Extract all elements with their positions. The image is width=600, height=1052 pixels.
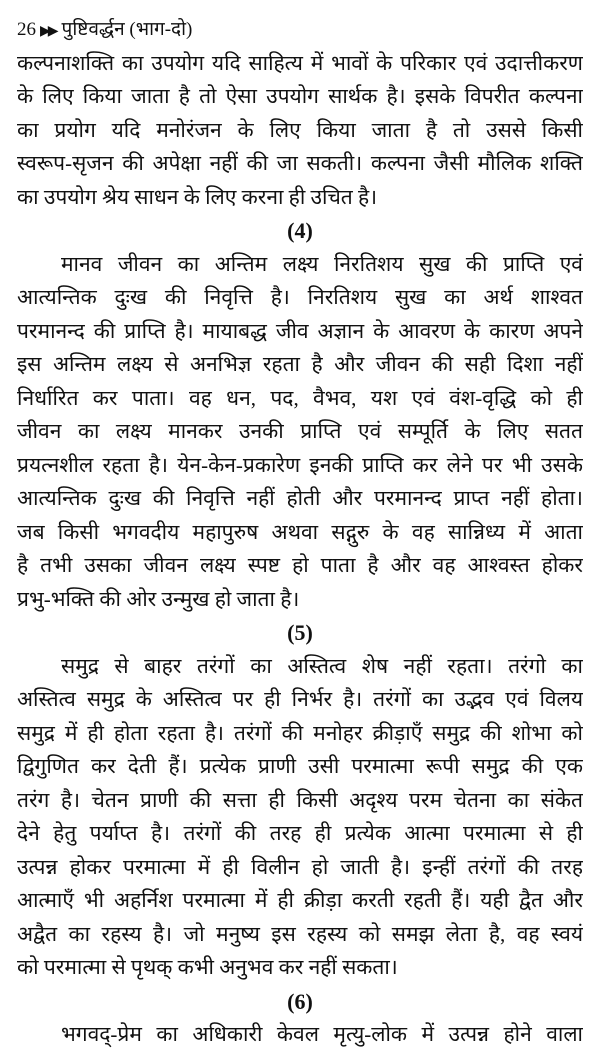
section-heading: (4) — [287, 218, 313, 243]
book-page — [17, 13, 583, 1052]
text-line: अस्तित्व समुद्र के अस्तित्व पर ही निर्भर है। तरंगों का उद्भव एवं विलय — [17, 687, 583, 711]
text-line: समुद्र से बाहर तरंगों का अस्तित्व शेष नहीं रहता। तरंगो का — [61, 653, 583, 678]
text-line: भगवद्-प्रेम का अधिकारी केवल मृत्यु-लोक में उत्पन्न होने वाला — [61, 1022, 583, 1046]
text-line: तरंग है। चेतन प्राणी की सत्ता ही किसी अदृश्य परम चेतना का संकेत — [17, 787, 583, 812]
text-line: परमानन्द की प्राप्ति है। मायाबद्ध जीव अज्ञान के आवरण के कारण अपने — [17, 318, 583, 343]
text-line: को परमात्मा से पृथक् कभी अनुभव कर नहीं सकता। — [17, 955, 398, 979]
text-line: आत्माएँ भी अहर्निश परमात्मा में ही क्रीड़ा करती रहती हैं। यही द्वैत और — [17, 888, 583, 912]
text-line: आत्यन्तिक दुःख की निवृत्ति है। निरतिशय सुख का अर्थ शाश्वत — [17, 285, 583, 309]
text-line: उत्पन्न होकर परमात्मा में ही विलीन हो जाती है। इन्हीं तरंगों की तरह — [17, 854, 583, 879]
text-line: मानव जीवन का अन्तिम लक्ष्य निरतिशय सुख की प्राप्ति एवं — [61, 251, 583, 276]
book-title: पुष्टिवर्द्धन (भाग-दो) — [61, 19, 193, 40]
text-line: आत्यन्तिक दुःख की निवृत्ति नहीं होती और परमानन्द प्राप्त नहीं होता। — [17, 486, 583, 510]
text-line: इस अन्तिम लक्ष्य से अनभिज्ञ रहता है और जीवन की सही दिशा नहीं — [17, 352, 583, 376]
text-line: है तभी उसका जीवन लक्ष्य स्पष्ट हो पाता है और वह आश्वस्त होकर — [17, 553, 583, 577]
section-heading: (6) — [287, 988, 313, 1014]
text-line: का प्रयोग यदि मनोरंजन के लिए किया जाता है तो उससे किसी — [17, 117, 583, 142]
section — [17, 985, 583, 1052]
running-header — [17, 13, 583, 47]
section — [17, 616, 583, 985]
text-line: निर्धारित कर पाता। वह धन, पद, वैभव, यश एवं वंश-वृद्धि को ही — [17, 385, 583, 410]
section — [17, 47, 583, 215]
page-number: 26 — [17, 19, 36, 40]
double-arrow-icon: ▶▶ — [40, 24, 56, 39]
text-line: अद्वैत का रहस्य है। जो मनुष्य इस रहस्य को समझ लेता है, वह स्वयं — [17, 921, 583, 946]
text-line: प्रभु-भक्ति की ओर उन्मुख हो जाता है। — [17, 586, 300, 611]
text-line: देने हेतु पर्याप्त है। तरंगों की तरह ही प्रत्येक आत्मा परमात्मा से ही — [17, 821, 583, 845]
section — [17, 214, 583, 616]
text-line: का उपयोग श्रेय साधन के लिए करना ही उचित है। — [17, 184, 378, 209]
text-line: जीवन का लक्ष्य मानकर उनकी प्राप्ति एवं सम्पूर्ति के लिए सतत — [17, 419, 583, 443]
text-line: प्रयत्नशील रहता है। येन-केन-प्रकारेण इनकी प्राप्ति कर लेने पर भी उसके — [17, 452, 583, 477]
text-line: स्वरूप-सृजन की अपेक्षा नहीं की जा सकती। कल्पना जैसी मौलिक शक्ति — [17, 151, 583, 175]
text-line: जब किसी भगवदीय महापुरुष अथवा सद्गुरु के वह सान्निध्य में आता — [17, 519, 583, 544]
text-line: द्विगुणित कर देती हैं। प्रत्येक प्राणी उसी परमात्मा रूपी समुद्र की एक — [17, 754, 583, 778]
text-line: के लिए किया जाता है तो ऐसा उपयोग सार्थक है। इसके विपरीत कल्पना — [17, 84, 583, 108]
page-body — [17, 47, 583, 1052]
text-line: समुद्र में ही होता रहता है। तरंगों की मनोहर क्रीड़ाएँ समुद्र की शोभा को — [17, 720, 583, 745]
section-heading: (5) — [287, 620, 313, 645]
text-line: कल्पनाशक्ति का उपयोग यदि साहित्य में भावों के परिकार एवं उदात्तीकरण — [17, 50, 583, 75]
